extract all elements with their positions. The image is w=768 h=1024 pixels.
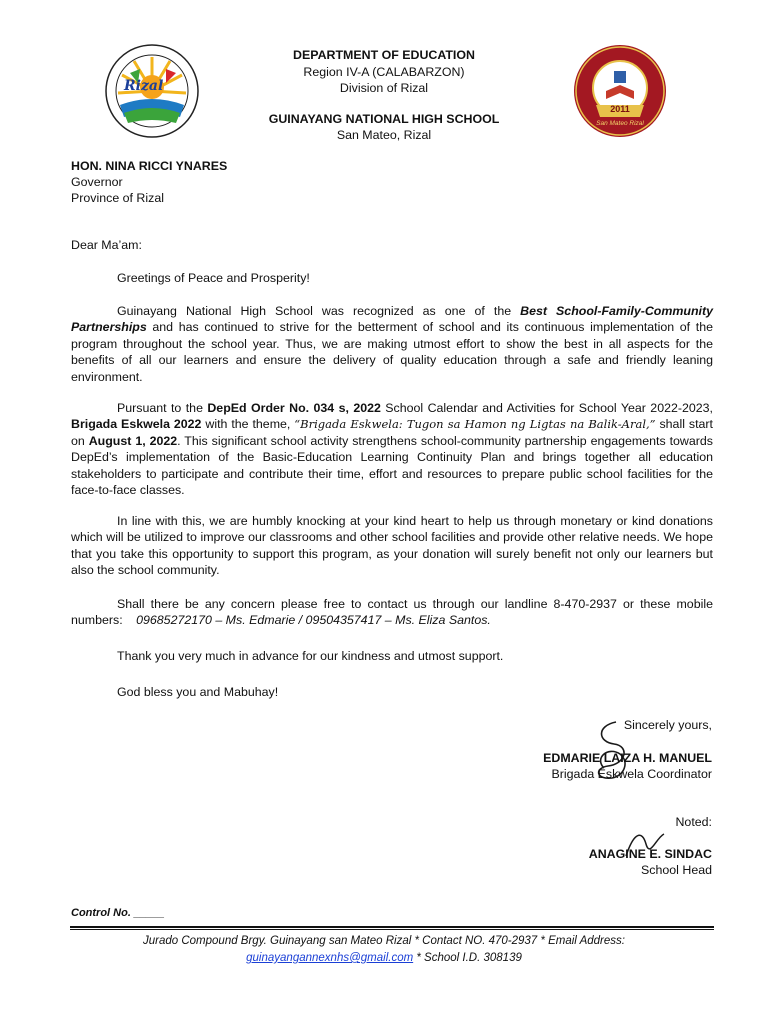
footer-rule-top (70, 926, 714, 928)
signatory-2-name: ANAGINE E. SINDAC (588, 847, 712, 861)
p2-text-c: School Calendar and Activities for School Year 2022-2023, (380, 401, 713, 415)
paragraph-3: In line with this, we are humbly knocking at your kind heart to help us through monetary or kind donations which will be utilized to improve our classrooms and other school facilities and provide other relative needs. We hope that you take this opportunity to support this program, as your donation will surely benefit not only our learners but also the school community. (71, 514, 713, 578)
salutation: Dear Ma’am: (71, 238, 142, 252)
p2-text-g: shall start on (71, 417, 713, 448)
division-line: Division of Rizal (339, 81, 429, 95)
p2-brigada: Brigada Eskwela 2022 (71, 417, 202, 432)
footer-line-2 (0, 950, 768, 967)
school-name: GUINAYANG NATIONAL HIGH SCHOOL (268, 112, 500, 126)
greeting: Greetings of Peace and Prosperity! (117, 271, 310, 285)
control-number: Control No. _____ (71, 907, 165, 919)
recipient-name: HON. NINA RICCI YNARES (71, 159, 228, 173)
seal-place: San Mateo Rizal (596, 120, 644, 127)
signatory-2-role: School Head (641, 863, 712, 877)
mobile-numbers: 09685272170 – Ms. Edmarie / 09504357417 – Ms. Eliza Santos. (136, 613, 491, 628)
p1-text-c: and has continued to strive for the betterment of school and its continuous implementation of the program throughout the school year. Thus, we are making utmost effort to show the best in all aspects for the benefits of all our learners and ensure the delivery of quality education through a safe and friendly leaning environment. (71, 320, 713, 384)
footer-rule-bottom (70, 929, 714, 930)
footer-email-link[interactable]: guinayangannexnhs@gmail.com (246, 952, 414, 964)
p4-text: Shall there be any concern please free to contact us through our landline 8-470-2937 or these mobile numbers: (71, 597, 713, 628)
department-heading: DEPARTMENT OF EDUCATION (293, 48, 475, 62)
signatory-1-role: Brigada Eskwela Coordinator (551, 767, 712, 781)
p1-highlight: Best School-Family-Community Partnerships (71, 304, 713, 335)
recipient-title: Governor (71, 175, 123, 189)
p2-theme: “Brigada Eskwela: Tugon sa Hamon ng Ligtas na Balik-Aral,” (294, 417, 656, 432)
school-location: San Mateo, Rizal (336, 128, 432, 142)
p2-text-i: . This significant school activity strengthens school-community partnership engagements towards DepEd’s implementation of the Basic-Education Learning Continuity Plan and brings together all education stakeholders to participate and contribute their time, effort and resources to prepare public school facilities for the face-to-face classes. (71, 433, 713, 498)
region-line: Region IV-A (CALABARZON) (303, 65, 465, 79)
p2-text-a: Pursuant to the (117, 401, 208, 415)
p2-start-date: August 1, 2022 (88, 433, 178, 448)
closing: Sincerely yours, (623, 718, 712, 732)
seal-year: 2011 (610, 104, 630, 114)
paragraph-4 (71, 596, 713, 629)
footer-school-id: * School I.D. 308139 (413, 952, 522, 964)
p2-text-e: with the theme, (201, 417, 295, 432)
p2-deped-order: DepEd Order No. 034 s, 2022 (207, 401, 381, 415)
blessing-line: God bless you and Mabuhay! (117, 685, 279, 699)
paragraph-2 (71, 400, 713, 498)
thank-you-line: Thank you very much in advance for our kindness and utmost support. (117, 649, 504, 663)
logo-rizal-text: Rizal (124, 78, 164, 94)
signatory-1-name: EDMARIE LAIZA H. MANUEL (543, 751, 712, 765)
footer-address: Jurado Compound Brgy. Guinayang san Mateo Rizal * Contact NO. 470-2937 * Email Address: (143, 935, 625, 947)
noted-label: Noted: (675, 815, 712, 829)
paragraph-1 (71, 303, 713, 385)
p1-text-a: Guinayang National High School was recognized as one of the (117, 304, 521, 318)
recipient-office: Province of Rizal (71, 191, 164, 205)
